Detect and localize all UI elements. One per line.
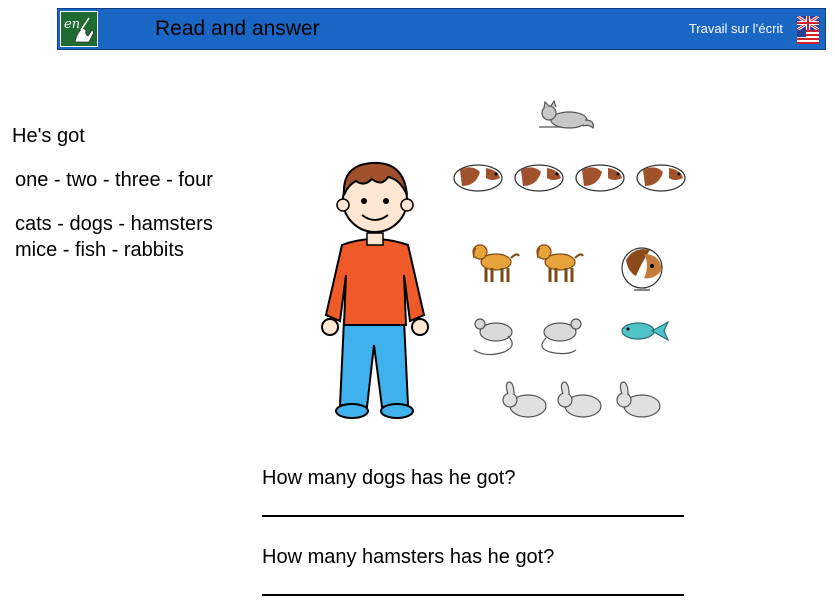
question-dogs: How many dogs has he got? bbox=[262, 467, 516, 489]
rabbit-icon bbox=[503, 382, 546, 417]
rabbit-row bbox=[500, 380, 670, 424]
boy-figure-icon bbox=[312, 155, 442, 425]
uk-us-flag-icon bbox=[797, 16, 819, 44]
guinea-pig-row bbox=[450, 160, 700, 196]
mouse-row bbox=[470, 316, 590, 362]
guinea-pig-icon bbox=[576, 165, 624, 191]
svg-text:en: en bbox=[64, 17, 81, 32]
dog-row bbox=[470, 240, 590, 290]
hamster-icon bbox=[614, 240, 670, 296]
fish-icon bbox=[616, 318, 670, 344]
writing-hand-icon bbox=[60, 11, 98, 47]
mouse-icon bbox=[542, 319, 581, 354]
animal-options-line2: mice - fish - rabbits bbox=[15, 239, 184, 261]
answer-line-hamsters[interactable] bbox=[262, 594, 684, 596]
cat-icon bbox=[535, 100, 597, 132]
dog-icon bbox=[537, 245, 583, 282]
answer-line-dogs[interactable] bbox=[262, 515, 684, 517]
dog-icon bbox=[473, 245, 519, 282]
guinea-pig-icon bbox=[454, 165, 502, 191]
page-subtitle: Travail sur l’écrit bbox=[688, 21, 783, 36]
rabbit-icon bbox=[558, 382, 601, 417]
page-title: Read and answer bbox=[155, 17, 320, 40]
mouse-icon bbox=[474, 319, 512, 355]
intro-label: He's got bbox=[12, 125, 85, 147]
guinea-pig-icon bbox=[637, 165, 685, 191]
number-options: one - two - three - four bbox=[15, 169, 213, 191]
header-banner bbox=[57, 8, 826, 50]
question-hamsters: How many hamsters has he got? bbox=[262, 546, 555, 568]
rabbit-icon bbox=[617, 382, 660, 417]
guinea-pig-icon bbox=[515, 165, 563, 191]
animal-options-line1: cats - dogs - hamsters bbox=[15, 213, 213, 235]
